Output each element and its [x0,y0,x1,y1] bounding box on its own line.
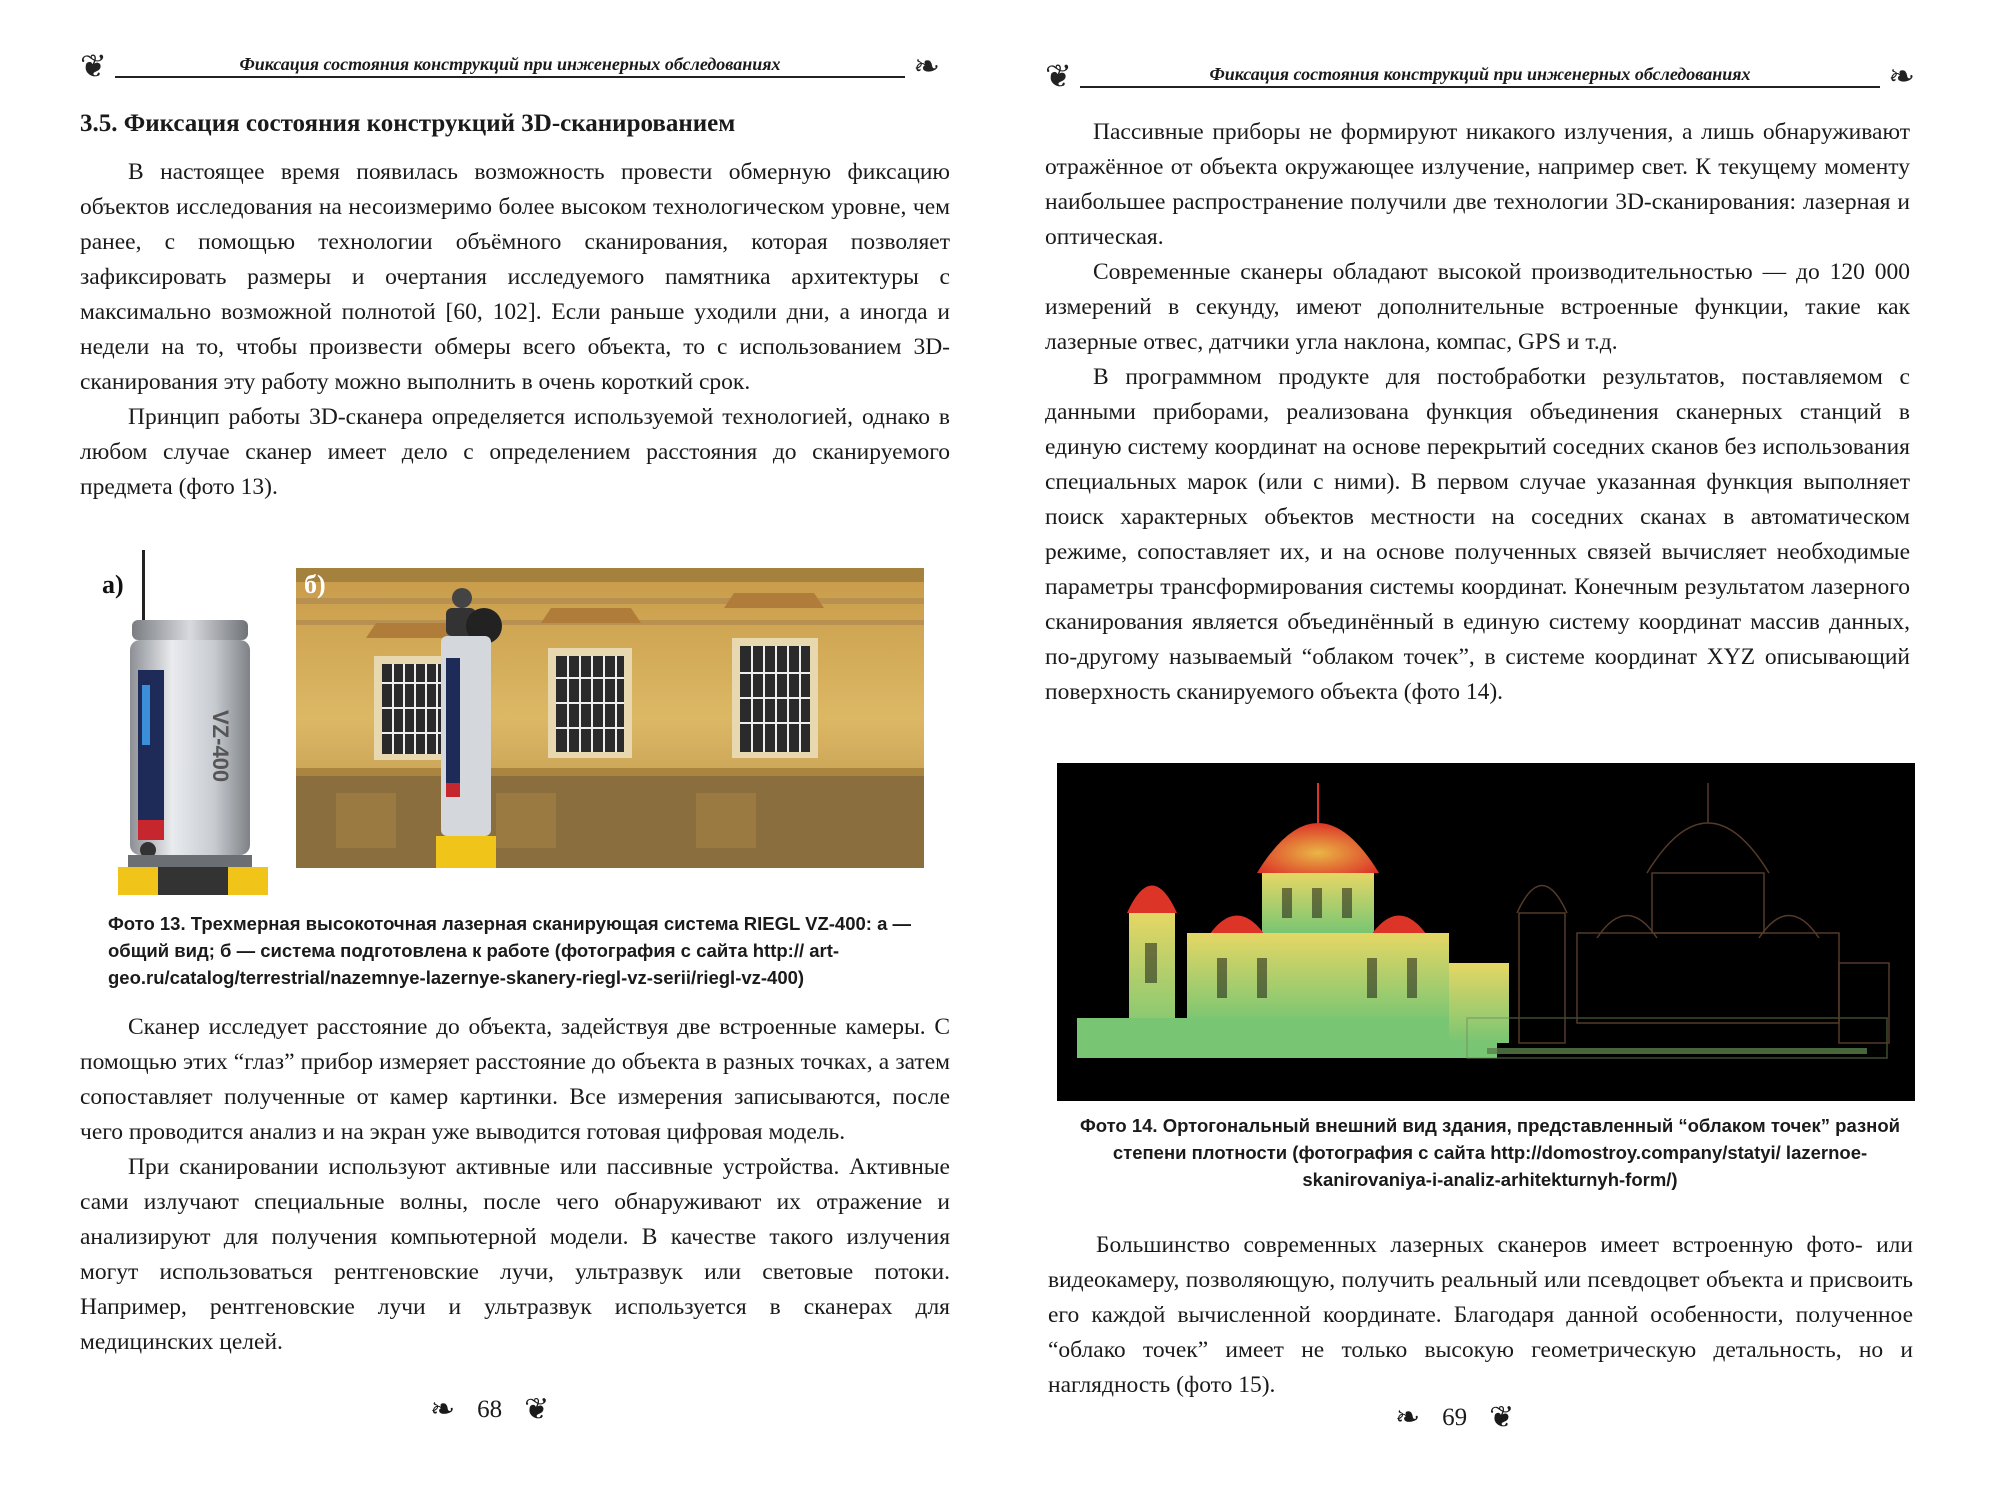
photo-point-cloud [1057,763,1915,1101]
right-page [1000,0,2000,1491]
running-header-left [80,48,940,84]
ornament-icon: ❧ [1888,57,1915,95]
ornament-icon: ❦ [524,1392,550,1427]
paragraph: Современные сканеры обладают высокой производительностью — до 120 000 измерений в секунду, имеют дополнительные встроенные функции, такие как лазерные отвес, датчики угла наклона, компас, GPS и т.д. [1045,259,1910,355]
ornament-icon: ❧ [1395,1400,1421,1435]
running-header-right [1045,58,1915,94]
ornament-icon: ❧ [913,47,940,85]
running-header-text: Фиксация состояния конструкций при инженерных обследованиях [1080,64,1880,88]
page-number-left [430,1392,549,1427]
ornament-icon: ❦ [80,47,107,85]
paragraph: При сканировании используют активные или пассивные устройства. Активные сами излучают специальные волны, после чего обнаруживают их отражение и анализируют для получения компьютерной модели. В качестве такого излучения могут использоваться рентгеновские лучи, ультразвук или световые потоки. Например, рентгеновские лучи и ультразвук используется в сканерах для медицинских целей. [80,1154,950,1355]
section-title: 3.5. Фиксация состояния конструкций 3D-сканированием [80,110,736,137]
paragraph: Пассивные приборы не формируют никакого излучения, а лишь обнаруживают отражённое от объекта окружающее излучение, например свет. К текущему моменту наибольшее распространение получили две технологии 3D-сканирования: лазерная и оптическая. [1045,119,1910,250]
photo-scanner-device [118,550,268,895]
ornament-icon: ❦ [1489,1400,1515,1435]
paragraph: Принцип работы 3D-сканера определяется используемой технологией, однако в любом случае сканер имеет дело с определением расстояния до сканируемого предмета (фото 13). [80,404,950,500]
point-cloud-illustration [1057,763,1915,1101]
page-number-right [1395,1400,1514,1435]
photo-scanner-at-building [296,568,924,868]
body-text [1045,115,1910,710]
paragraph: Сканер исследует расстояние до объекта, задействуя две встроенные камеры. С помощью этих “глаз” прибор измеряет расстояние до объекта в разных точках, а затем сопоставляет полученные от камер картинки. Все измерения записываются, после чего проводится анализ и на экран уже выводится готовая цифровая модель. [80,1014,950,1145]
page-number: 69 [1442,1403,1468,1431]
body-text [1048,1228,1913,1403]
ornament-icon: ❧ [430,1392,456,1427]
figure-13-caption: Фото 13. Трехмерная высокоточная лазерная сканирующая система RIEGL VZ-400: а — общий вид; б — система подготовлена к работе (фотография с сайта http:// art-geo.ru/catalog/terrestrial/nazemnye-lazernye-skanery-riegl-vz-serii/riegl-vz-400) [108,913,912,988]
body-text [80,155,950,505]
figure-label-b: б) [304,570,326,599]
page-number: 68 [477,1395,503,1423]
paragraph: В настоящее время появилась возможность провести обмерную фиксацию объектов исследования на несоизмеримо более высоком технологическом уровне, чем ранее, с помощью технологии объёмного сканирования, которая позволяет зафиксировать размеры и очертания исследуемого памятника архитектуры с максимально возможной полнотой [60, 102]. Если раньше уходили дни, а иногда и недели на то, чтобы произвести обмеры всего объекта, то с использованием 3D-сканирования эту работу можно выполнить в очень короткий срок. [80,159,950,395]
device-model-text: VZ-400 [208,710,233,783]
building-illustration [296,568,924,868]
ornament-icon: ❦ [1045,57,1072,95]
figure-14-caption: Фото 14. Ортогональный внешний вид здания, представленный “облаком точек” разной степени плотности (фотография с сайта http://domostroy.company/statyi/ lazernoe-skanirovaniya-i-analiz-arhitekturnyh-form/) [1079,1115,1901,1190]
paragraph: В программном продукте для постобработки результатов, поставляемом с данными приборами, реализована функция объединения сканерных станций в единую систему координат на основе перекрытий соседних сканов без использования специальных марок (или с ними). В первом случае указанная функция выполняет поиск характерных объектов местности на соседних сканах в автоматическом режиме, сопоставляет их, и на основе полученных связей вычисляет необходимые параметры трансформирования системы координат. Конечным результатом лазерного сканирования является объединённый в единую систему координат массив данных, по-другому называемый “облаком точек”, в системе координат XYZ описывающий поверхность сканируемого объекта (фото 14). [1045,364,1910,705]
running-header-text: Фиксация состояния конструкций при инженерных обследованиях [115,54,905,78]
paragraph: Большинство современных лазерных сканеров имеет встроенную фото- или видеокамеру, позволяющую, получить реальный или псевдоцвет объекта и присвоить его каждой вычисленной координате. Благодаря данной особенности, полученное “облако точек” имеет не только высокую геометрическую детальность, но и наглядность (фото 15). [1048,1232,1913,1398]
figure-label-a: а) [102,570,124,599]
body-text [80,1010,950,1360]
scanner-illustration [118,550,268,895]
